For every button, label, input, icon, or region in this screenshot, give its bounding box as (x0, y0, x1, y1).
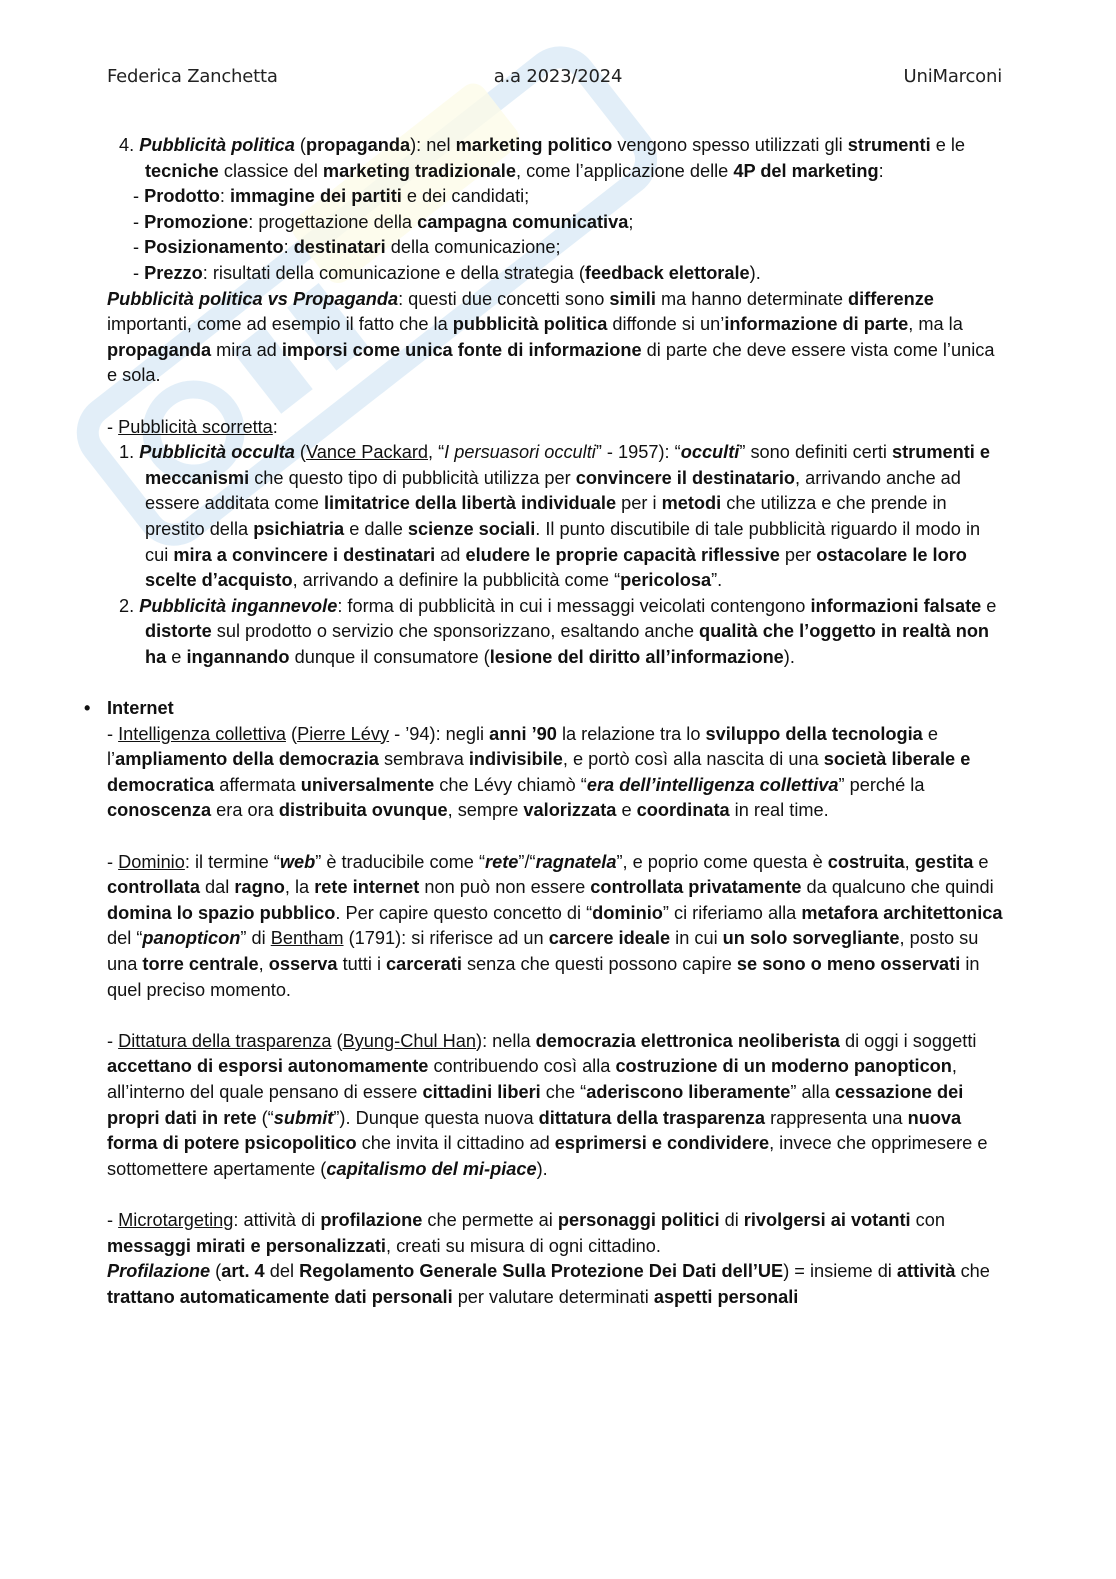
bullet-icon: • (84, 698, 91, 719)
heading-pubblicita-scorretta: - Pubblicità scorretta: (107, 416, 278, 437)
paragraph-vs: Pubblicità politica vs Propaganda: questi due concetti sono simili ma hanno determinate differenze importanti, come ad esempio il fatto che la pubblicità politica diffonde si un’informazione di parte, ma la propaganda mira ad imporsi come unica fonte di informazione di parte che deve essere vista come l’unica e sola. (107, 288, 995, 386)
paragraph-profilazione: Profilazione (art. 4 del Regolamento Generale Sulla Protezione Dei Dati dell’UE) = insieme di attività che trattano automaticamente dati personali per valutare determinati aspetti personali (107, 1261, 990, 1307)
paragraph-dittatura-trasparenza: - Dittatura della trasparenza (Byung-Chul Han): nella democrazia elettronica neoliberista di oggi i soggetti accettano di esporsi autonomamente contribuendo così alla costruzione di un moderno panopticon, all’interno del quale pensano di essere cittadini liberi che “aderiscono liberamente” alla cessazione dei propri dati in rete (“submit”). Dunque questa nuova dittatura della trasparenza rappresenta una nuova forma di potere psicopolitico che invita il cittadino ad esprimersi e condividere, invece che opprimesere e sottomettere apertamente (capitalismo del mi-piace). (107, 1030, 988, 1179)
list-item-pubblicita-occulta: 1. Pubblicità occulta (Vance Packard, “I persuasori occulti” - 1957): “occulti” sono definiti certi strumenti e meccanismi che questo tipo di pubblicità utilizza per convincere il destinatario, arrivando anche ad essere additata come limitatrice della libertà individuale per i metodi che utilizza e che prende in prestito della psichiatria e dalle scienze sociali. Il punto discutibile di tale pubblicità riguardo il modo in cui mira a convincere i destinatari ad eludere le proprie capacità riflessive per ostacolare le loro scelte d’acquisto, arrivando a definire la pubblicità come “pericolosa”. (119, 442, 991, 591)
paragraph-dominio: - Dominio: il termine “web” è traducibile come “rete”/“ragnatela”, e poprio come questa è costruita, gestita e controllata dal ragno, la rete internet non può non essere controllata privatamente da qualcuno che quindi domina lo spazio pubblico. Per capire questo concetto di “dominio” ci riferiamo alla metafora architettonica del “panopticon” di Bentham (1791): si riferisce ad un carcere ideale in cui un solo sorvegliante, posto su una torre centrale, osserva tutti i carcerati senza che questi possono capire se sono o meno osservati in quel preciso momento. (107, 851, 1003, 1000)
header-university: UniMarconi (903, 66, 1002, 87)
list-item-posizionamento: - Posizionamento: destinatari della comunicazione; (133, 237, 561, 258)
heading-internet: • Internet (107, 696, 1005, 722)
header-year: a.a 2023/2024 (493, 66, 623, 87)
header-author: Federica Zanchetta (107, 66, 278, 87)
document-body (84, 133, 1005, 1310)
paragraph-microtargeting: - Microtargeting: attività di profilazione che permette ai personaggi politici di rivolgersi ai votanti con messaggi mirati e personalizzati, creati su misura di ogni cittadino. (107, 1209, 945, 1256)
list-item-prezzo: - Prezzo: risultati della comunicazione e della strategia (feedback elettorale). (133, 262, 761, 283)
list-item-pubblicita-ingannevole: 2. Pubblicità ingannevole: forma di pubblicità in cui i messaggi veicolati contengono informazioni falsate e distorte sul prodotto o servizio che sponsorizzano, esaltando anche qualità che l’oggetto in realtà non ha e ingannando dunque il consumatore (lesione del diritto all’informazione). (119, 595, 997, 667)
section-pubblicita-politica: 4. Pubblicità politica (propaganda): nel marketing politico vengono spesso utilizzati gli strumenti e le tecniche classice del marketing tradizionale, come l’applicazione delle 4P del marketing: (119, 135, 966, 181)
list-item-promozione: - Promozione: progettazione della campagna comunicativa; (133, 211, 634, 232)
list-item-prodotto: - Prodotto: immagine dei partiti e dei candidati; (133, 186, 530, 207)
paragraph-intelligenza-collettiva: - Intelligenza collettiva (Pierre Lévy - ’94): negli anni ’90 la relazione tra lo sviluppo della tecnologia e l’ampliamento della democrazia sembrava indivisibile, e portò così alla nascita di una società liberale e democratica affermata universalmente che Lévy chiamò “era dell’intelligenza collettiva” perché la conoscenza era ora distribuita ovunque, sempre valorizzata e coordinata in real time. (107, 723, 971, 821)
